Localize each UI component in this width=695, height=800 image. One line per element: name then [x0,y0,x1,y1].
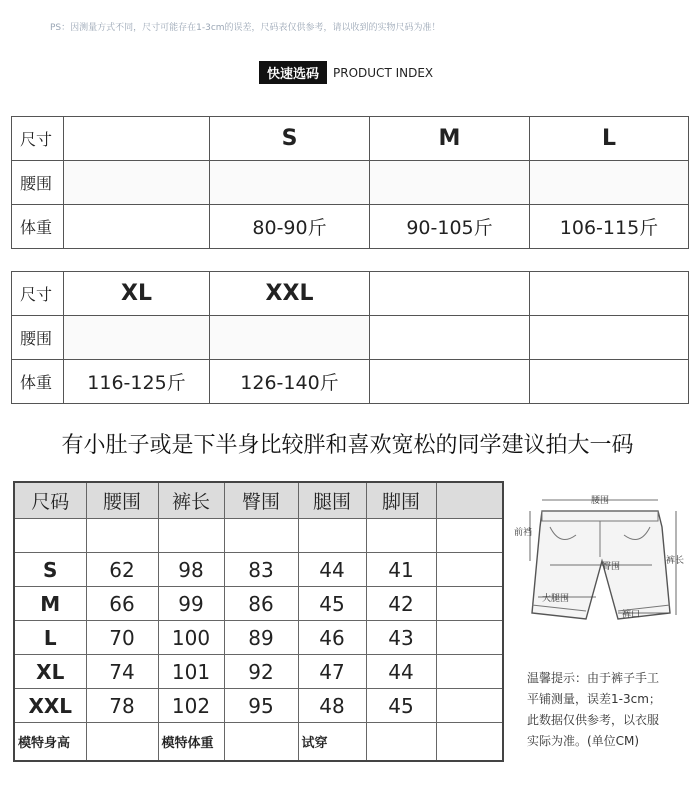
table-row [12,117,689,161]
tip-line: 实际为准。(单位CM) [527,734,640,748]
front-rise-label: 前裆 [514,528,533,538]
size-cell: XL [14,655,86,689]
table-cell: 62 [86,553,158,587]
try-on-label: 试穿 [298,723,366,762]
table-row [12,205,689,249]
row-label: 尺寸 [12,272,64,316]
waist-label: 腰围 [590,496,610,506]
table-cell: 44 [298,553,366,587]
waist-cell [210,161,370,205]
size-cell: XXL [14,689,86,723]
size-cell: XL [64,272,210,316]
table-cell: 100 [158,621,224,655]
column-header [436,482,503,519]
table-cell: 45 [298,587,366,621]
table-row [12,161,689,205]
table-cell: 44 [366,655,436,689]
weight-cell [64,205,210,249]
weight-cell [530,360,689,404]
column-header: 腰围 [86,482,158,519]
row-label: 尺寸 [12,117,64,161]
table-cell [14,519,86,553]
table-cell: 83 [224,553,298,587]
weight-cell: 126-140斤 [210,360,370,404]
table-cell [86,519,158,553]
table-row [12,272,689,316]
table-cell: 46 [298,621,366,655]
table-cell: 95 [224,689,298,723]
tip-line: 温馨提示：由于裤子手工 [527,671,660,685]
table-cell: 48 [298,689,366,723]
title-en: PRODUCT INDEX [333,65,434,80]
table-cell [224,723,298,762]
row-label: 体重 [12,205,64,249]
weight-cell: 80-90斤 [210,205,370,249]
size-cell: S [14,553,86,587]
column-header: 裤长 [158,482,224,519]
weight-cell [370,360,530,404]
table-cell: 66 [86,587,158,621]
table-cell: 43 [366,621,436,655]
table-row [12,316,689,360]
title-zh: 快速选码 [259,61,327,84]
size-cell [64,117,210,161]
thigh-label: 大腿围 [542,594,570,604]
size-cell [530,272,689,316]
waist-cell [210,316,370,360]
size-cell [370,272,530,316]
column-header: 脚围 [366,482,436,519]
table-cell: 70 [86,621,158,655]
quick-size-table-1 [11,116,689,249]
model-weight-label: 模特体重 [158,723,224,762]
weight-cell: 106-115斤 [530,205,689,249]
table-cell: 45 [366,689,436,723]
table-cell: 99 [158,587,224,621]
size-cell: S [210,117,370,161]
row-label: 腰围 [12,161,64,205]
table-cell [436,621,503,655]
table-row [14,689,503,723]
tip-line: 此数据仅供参考，以衣服 [527,713,660,727]
table-cell [436,723,503,762]
size-cell: M [14,587,86,621]
table-cell [366,723,436,762]
table-cell: 98 [158,553,224,587]
column-header: 臀围 [224,482,298,519]
table-cell: 41 [366,553,436,587]
shorts-measurement-diagram [510,487,690,637]
waist-cell [370,316,530,360]
table-cell: 89 [224,621,298,655]
table-row [14,519,503,553]
table-cell [86,723,158,762]
table-cell: 42 [366,587,436,621]
table-header-row [14,482,503,519]
waist-cell [64,161,210,205]
table-cell [436,587,503,621]
table-row [14,621,503,655]
row-label: 腰围 [12,316,64,360]
table-cell [298,519,366,553]
table-cell [158,519,224,553]
size-chart-table [13,481,504,762]
table-cell: 74 [86,655,158,689]
size-cell: XXL [210,272,370,316]
column-header: 腿围 [298,482,366,519]
section-title [259,61,433,84]
disclaimer-note: PS：因测量方式不同，尺寸可能存在1-3cm的误差，尺码表仅供参考，请以收到的实物尺码为准！ [50,23,441,33]
quick-size-table-2 [11,271,689,404]
table-row [14,553,503,587]
weight-cell: 90-105斤 [370,205,530,249]
table-cell: 102 [158,689,224,723]
hip-label: 臀围 [602,562,621,572]
tip-line: 平铺测量，误差1-3cm； [527,692,661,706]
tip-note [527,668,687,752]
table-cell: 86 [224,587,298,621]
waist-cell [530,316,689,360]
table-row [14,655,503,689]
table-cell: 101 [158,655,224,689]
table-cell [436,655,503,689]
size-cell: M [370,117,530,161]
table-cell: 92 [224,655,298,689]
hem-label: 裤口 [622,610,641,620]
waist-cell [370,161,530,205]
table-cell [366,519,436,553]
size-cell: L [14,621,86,655]
waist-cell [530,161,689,205]
weight-cell: 116-125斤 [64,360,210,404]
length-label: 裤长 [666,556,685,566]
table-cell [436,689,503,723]
model-info-row [14,723,503,762]
model-height-label: 模特身高 [14,723,86,762]
table-cell: 47 [298,655,366,689]
size-cell: L [530,117,689,161]
table-cell: 78 [86,689,158,723]
table-cell [224,519,298,553]
column-header: 尺码 [14,482,86,519]
row-label: 体重 [12,360,64,404]
table-row [12,360,689,404]
table-cell [436,519,503,553]
table-row [14,587,503,621]
table-cell [436,553,503,587]
waist-cell [64,316,210,360]
size-advice: 有小肚子或是下半身比较胖和喜欢宽松的同学建议拍大一码 [61,433,634,458]
